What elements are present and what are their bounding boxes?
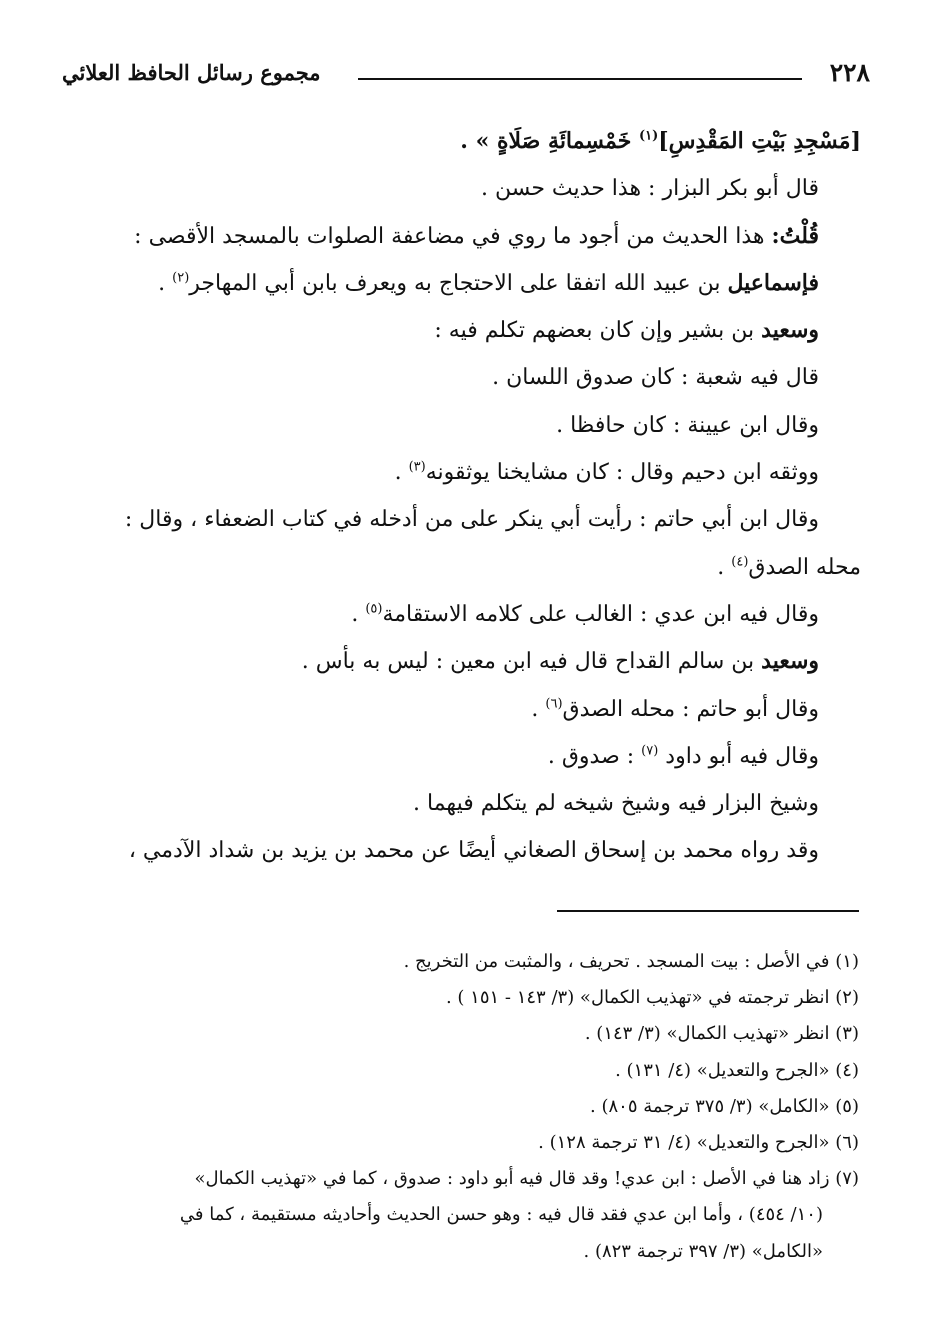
footnote-ref: (١)	[638, 128, 659, 144]
footnote-ref: (٣)	[408, 459, 426, 475]
body-line: ووثقه ابن دحيم وقال : كان مشايخنا يوثقونه$^{(٣)}$ .	[394, 459, 819, 486]
body-line: قُلْتُ: هذا الحديث من أجود ما روي في مضاعفة الصلوات بالمسجد الأقصى :	[134, 222, 819, 249]
footnote: (٧) زاد هنا في الأصل : ابن عدي! وقد قال فيه أبو داود : صدوق ، كما في «تهذيب الكمال»	[194, 1168, 859, 1190]
footnote: (٤) «الجرح والتعديل» (٤/ ١٣١) .	[615, 1059, 859, 1081]
footnote-ref: (٢)	[172, 270, 190, 286]
footnote: (٦) «الجرح والتعديل» (٤/ ٣١ ترجمة ١٢٨) .	[538, 1131, 859, 1153]
body-line: محله الصدق$^{(٤)}$ .	[717, 554, 861, 580]
body-line: وقال أبو حاتم : محله الصدق$^{(٦)}$ .	[531, 696, 819, 722]
footnote-separator	[557, 910, 859, 912]
body-line: وقال ابن أبي حاتم : رأيت أبي ينكر على من أدخله في كتاب الضعفاء ، وقال :	[124, 507, 819, 533]
footnote: (٥) «الكامل» (٣/ ٣٧٥ ترجمة ٨٠٥) .	[590, 1095, 859, 1117]
page-header	[62, 52, 870, 98]
footnote-ref: (٦)	[545, 696, 563, 712]
header-rule	[358, 78, 802, 80]
body-line: وقال فيه أبو داود $^{(٧)}$ : صدوق .	[547, 743, 819, 769]
footnote-ref: (٧)	[641, 743, 659, 759]
body-line: فإسماعيل بن عبيد الله اتفقا على الاحتجاج به ويعرف بابن أبي المهاجر$^{(٢)}$ .	[158, 269, 819, 296]
footnote-ref: (٥)	[365, 601, 383, 617]
footnote-continuation: (١٠/ ٤٥٤) ، وأما ابن عدي فقد قال فيه : وهو حسن الحديث وأحاديثه مستقيمة ، كما في	[179, 1204, 823, 1226]
footnote: (١) في الأصل : بيت المسجد . تحريف ، والمثبت من التخريج .	[403, 951, 859, 972]
footnote: (٣) انظر «تهذيب الكمال» (٣/ ١٤٣) .	[584, 1023, 859, 1045]
footnote-ref: (٤)	[731, 554, 749, 570]
body-text	[61, 118, 861, 875]
body-line: وقال ابن عيينة : كان حافظا .	[556, 412, 819, 438]
body-line: وقال فيه ابن عدي : الغالب على كلامه الاستقامة$^{(٥)}$ .	[351, 601, 819, 627]
body-line: قال أبو بكر البزار : هذا حديث حسن .	[480, 176, 819, 202]
footnote: (٢) انظر ترجمته في «تهذيب الكمال» (٣/ ١٤٣ - ١٥١ ) .	[445, 987, 859, 1009]
book-title: مجموع رسائل الحافظ العلائي	[62, 60, 321, 85]
body-line: [مَسْجِدِ بَيْتِ المَقْدِسِ]$^{(١)}$ خَمْسِمائَةِ صَلَاةٍ » .	[460, 128, 861, 154]
body-line: قال فيه شعبة : كان صدوق اللسان .	[492, 365, 819, 391]
body-line: وسعيد بن بشير وإن كان بعضهم تكلم فيه :	[434, 317, 819, 344]
body-line: وشيخ البزار فيه وشيخ شيخه لم يتكلم فيهما .	[413, 791, 819, 817]
body-line: وسعيد بن سالم القداح قال فيه ابن معين : ليس به بأس .	[301, 648, 819, 675]
page-number: ٢٢٨	[829, 58, 870, 87]
footnote-continuation: «الكامل» (٣/ ٣٩٧ ترجمة ٨٢٣) .	[583, 1240, 823, 1262]
footnotes	[59, 944, 859, 1270]
body-line: وقد رواه محمد بن إسحاق الصغاني أيضًا عن محمد بن يزيد بن شداد الآدمي ،	[128, 838, 819, 864]
